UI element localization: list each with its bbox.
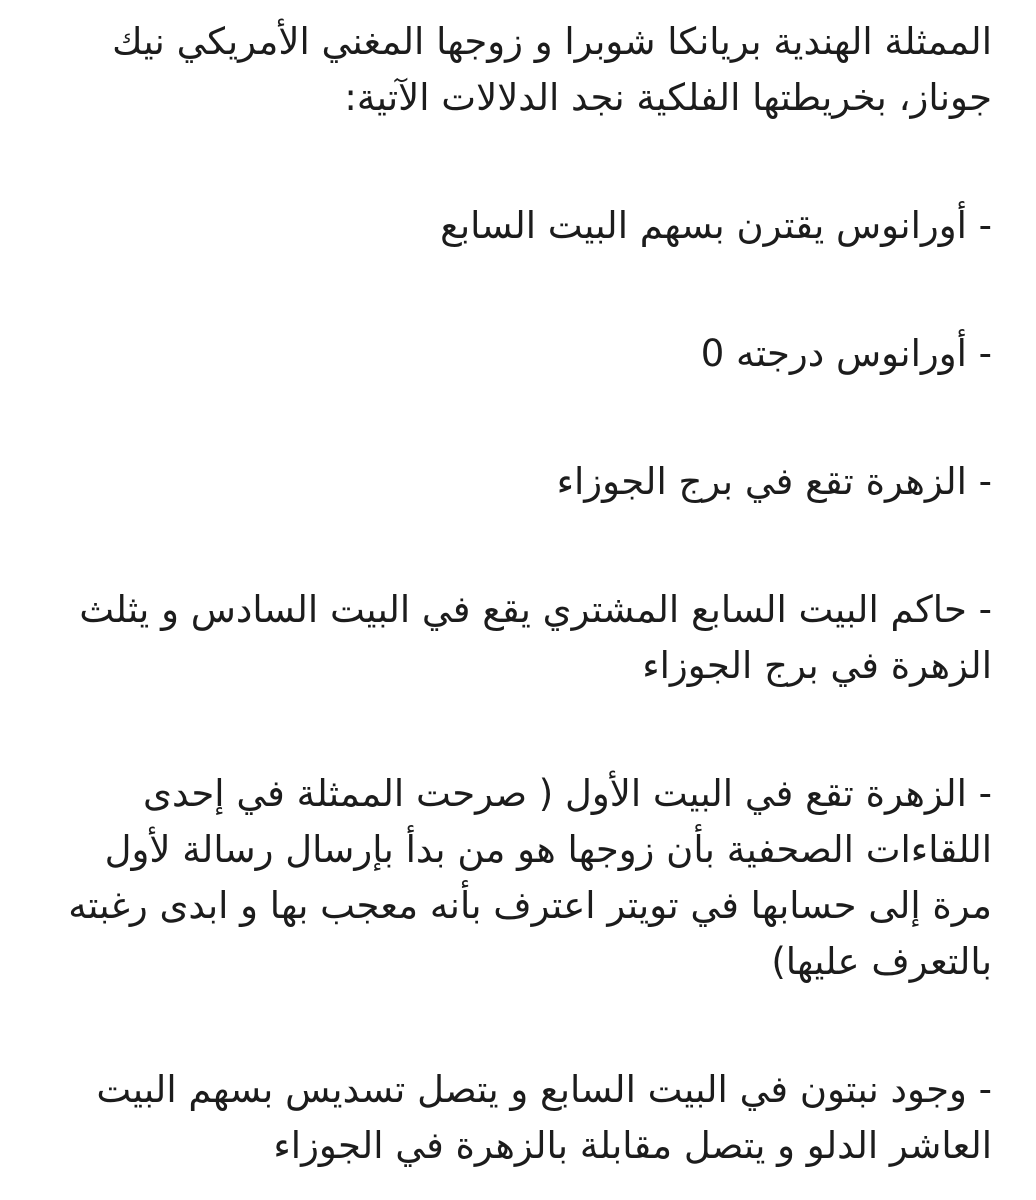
list-item [40,1062,992,1174]
list-item [40,766,992,990]
list-item [40,582,992,694]
list-item-line: - أورانوس درجته 0 [700,332,992,375]
list-item-line: الزهرة في برج الجوزاء [642,644,992,687]
list-item [40,326,992,382]
list-item-line: اللقاءات الصحفية بأن زوجها هو من بدأ بإرسال رسالة لأول [104,828,992,871]
list-item-line: مرة إلى حسابها في تويتر اعترف بأنه معجب بها و ابدى رغبته [68,884,992,927]
list-item [40,454,992,510]
intro-paragraph [40,14,992,126]
list-item-line: - الزهرة تقع في برج الجوزاء [556,460,992,503]
list-item-line: - حاكم البيت السابع المشتري يقع في البيت السادس و يثلث [79,588,992,631]
list-item-line: - الزهرة تقع في البيت الأول ( صرحت الممثلة في إحدى [143,772,992,815]
list-item-line: بالتعرف عليها) [771,940,992,983]
intro-line: الممثلة الهندية بريانكا شوبرا و زوجها المغني الأمريكي نيك [112,20,992,63]
list-item [40,198,992,254]
list-item-line: - أورانوس يقترن بسهم البيت السابع [440,204,992,247]
intro-line: جوناز، بخريطتها الفلكية نجد الدلالات الآتية: [344,76,992,119]
list-item-line: العاشر الدلو و يتصل مقابلة بالزهرة في الجوزاء [273,1124,992,1167]
list-item-line: - وجود نبتون في البيت السابع و يتصل تسديس بسهم البيت [96,1068,992,1111]
